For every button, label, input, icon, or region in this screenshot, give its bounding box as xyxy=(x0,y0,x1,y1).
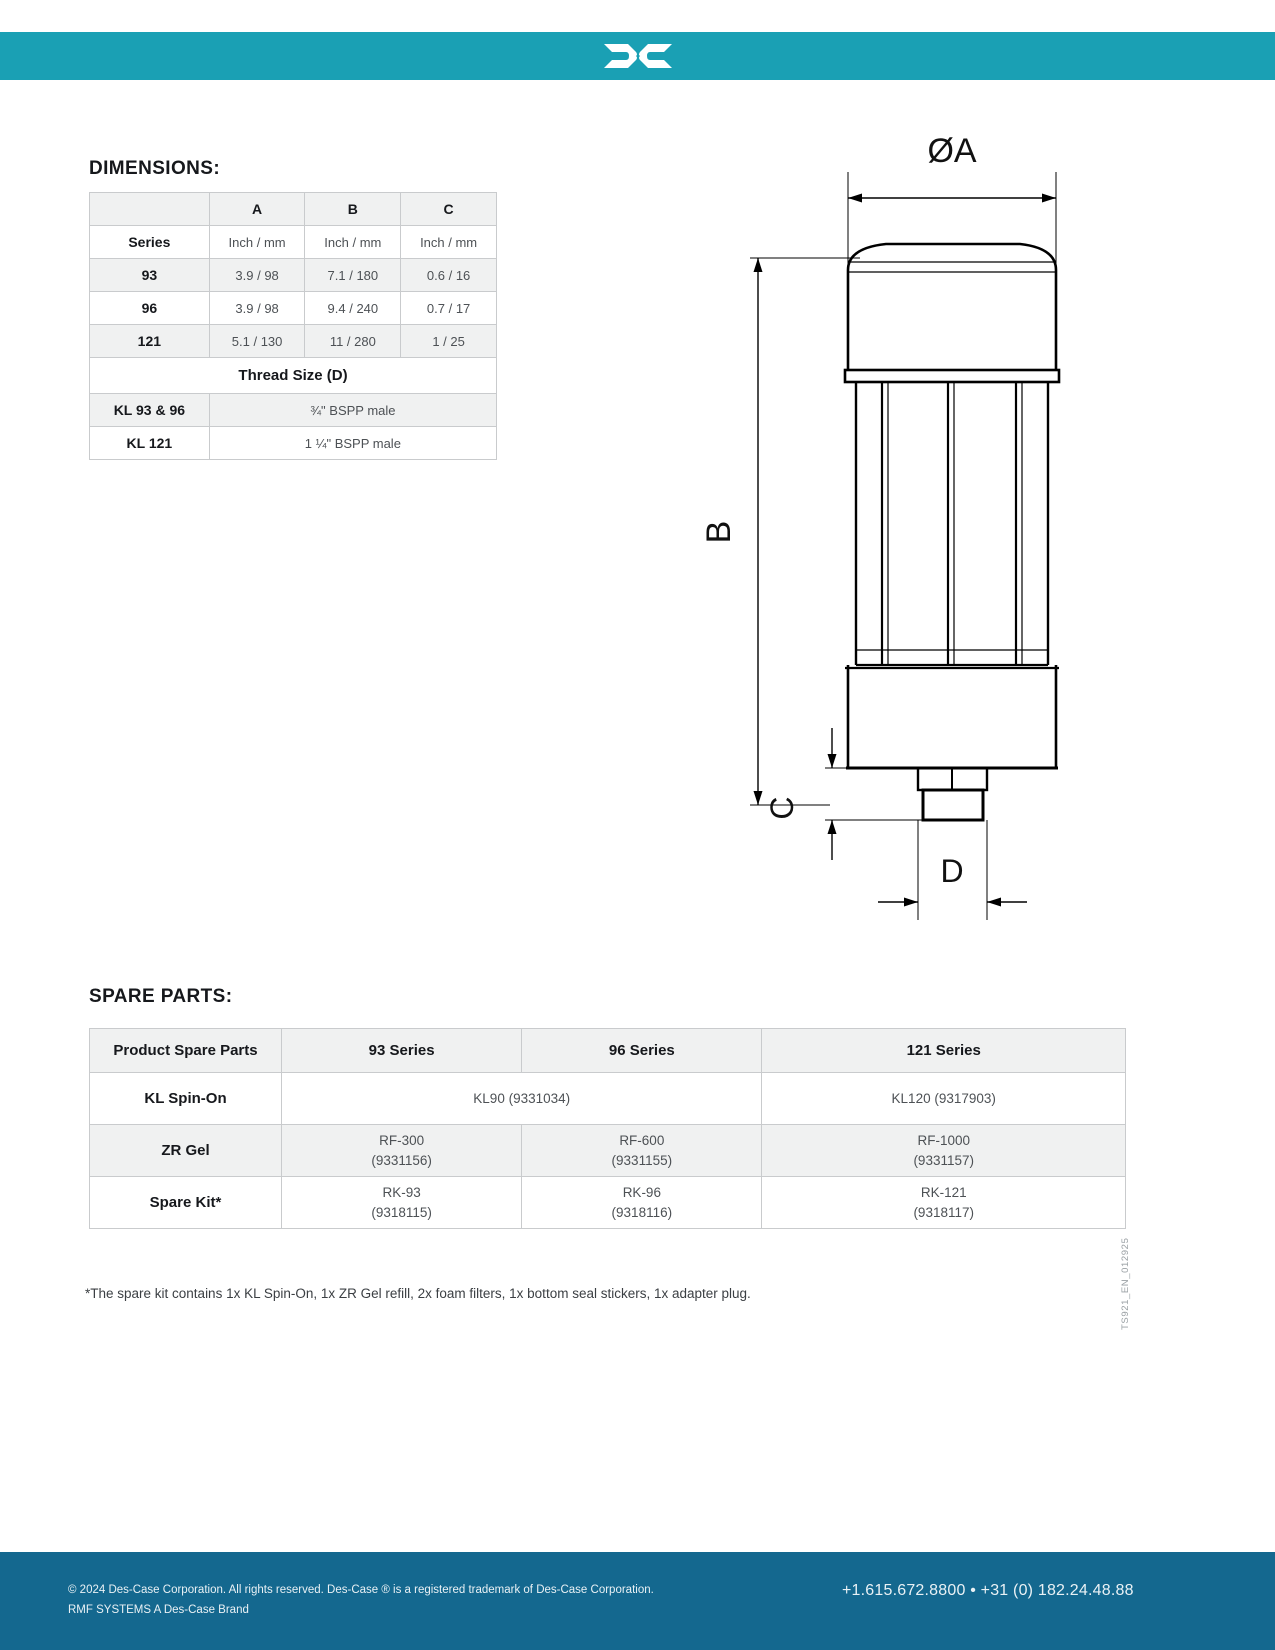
part-code: RK-121 xyxy=(920,1185,967,1201)
dim-unit-a: Inch / mm xyxy=(209,226,305,259)
part-code: RF-600 xyxy=(619,1133,665,1148)
thread-size-header: Thread Size (D) xyxy=(90,358,497,394)
des-case-dc-logo-icon xyxy=(602,41,674,71)
thread-label-kl121: KL 121 xyxy=(90,427,210,460)
table-row xyxy=(90,1177,1126,1229)
thread-value-kl121: 1 ¼" BSPP male xyxy=(209,427,496,460)
spare-kl-spin-on-93-96: KL90 (9331034) xyxy=(282,1073,762,1125)
spare-col-121: 121 Series xyxy=(762,1029,1126,1073)
table-row xyxy=(90,259,497,292)
dim-96-c: 0.7 / 17 xyxy=(401,292,497,325)
spare-col-96: 96 Series xyxy=(522,1029,762,1073)
drawing-label-c: C xyxy=(764,796,800,820)
dim-col-a: A xyxy=(209,193,305,226)
dim-col-blank xyxy=(90,193,210,226)
dimensions-section-title: DIMENSIONS: xyxy=(89,158,221,179)
spare-col-product: Product Spare Parts xyxy=(90,1029,282,1073)
thread-header-row xyxy=(90,358,497,394)
part-number: (9331157) xyxy=(913,1152,974,1168)
table-row xyxy=(90,1073,1126,1125)
part-number: (9331156) xyxy=(371,1152,432,1168)
spare-parts-table xyxy=(89,1028,1126,1229)
part-code: RK-96 xyxy=(622,1185,661,1201)
thread-label-kl93-96: KL 93 & 96 xyxy=(90,394,210,427)
part-number: (9318115) xyxy=(371,1204,432,1220)
table-header-row xyxy=(90,193,497,226)
spare-row-label-kl-spin-on: KL Spin-On xyxy=(90,1073,282,1125)
spare-parts-section-title: SPARE PARTS: xyxy=(89,986,233,1007)
spare-row-label-zr-gel: ZR Gel xyxy=(90,1125,282,1177)
dim-93-b: 7.1 / 180 xyxy=(305,259,401,292)
spare-kit-93 xyxy=(282,1177,522,1229)
spare-zr-gel-96 xyxy=(522,1125,762,1177)
dimensions-table xyxy=(89,192,497,460)
table-row xyxy=(90,394,497,427)
footer-copyright-line1: © 2024 Des-Case Corporation. All rights reserved. Des-Case ® is a registered trademark of Des-Case Corporation. xyxy=(68,1584,654,1596)
dim-121-c: 1 / 25 xyxy=(401,325,497,358)
dim-series-label: Series xyxy=(90,226,210,259)
dim-121-a: 5.1 / 130 xyxy=(209,325,305,358)
spare-zr-gel-121 xyxy=(762,1125,1126,1177)
part-number: (9318116) xyxy=(611,1204,673,1220)
dim-unit-c: Inch / mm xyxy=(401,226,497,259)
part-code: RF-300 xyxy=(379,1133,425,1148)
dim-96-a: 3.9 / 98 xyxy=(209,292,305,325)
part-code: RF-1000 xyxy=(917,1133,970,1148)
dim-series-121: 121 xyxy=(90,325,210,358)
dim-col-b: B xyxy=(305,193,401,226)
dim-96-b: 9.4 / 240 xyxy=(305,292,401,325)
footer-bar xyxy=(0,1552,1275,1650)
spare-kit-96 xyxy=(522,1177,762,1229)
spare-kl-spin-on-121: KL120 (9317903) xyxy=(762,1073,1126,1125)
dim-series-96: 96 xyxy=(90,292,210,325)
spare-row-label-spare-kit: Spare Kit* xyxy=(90,1177,282,1229)
drawing-label-d: D xyxy=(940,853,964,889)
drawing-label-b: B xyxy=(700,520,738,544)
dim-col-c: C xyxy=(401,193,497,226)
spare-parts-footnote: *The spare kit contains 1x KL Spin-On, 1x ZR Gel refill, 2x foam filters, 1x bottom seal stickers, 1x adapter plug. xyxy=(85,1286,751,1301)
footer-copyright xyxy=(68,1580,654,1620)
drawing-label-a: ØA xyxy=(927,132,977,170)
spare-zr-gel-93 xyxy=(282,1125,522,1177)
dim-series-93: 93 xyxy=(90,259,210,292)
spare-kit-121 xyxy=(762,1177,1126,1229)
document-code: TS921_EN_012925 xyxy=(1120,1237,1131,1330)
part-code: RK-93 xyxy=(382,1185,421,1201)
footer-phone-numbers: +1.615.672.8800 • +31 (0) 182.24.48.88 xyxy=(842,1582,1134,1599)
product-dimension-drawing xyxy=(690,120,1190,940)
header-bar xyxy=(0,32,1275,80)
table-row xyxy=(90,325,497,358)
thread-value-kl93-96: ¾" BSPP male xyxy=(209,394,496,427)
table-unit-row xyxy=(90,226,497,259)
table-row xyxy=(90,292,497,325)
dim-93-a: 3.9 / 98 xyxy=(209,259,305,292)
dim-93-c: 0.6 / 16 xyxy=(401,259,497,292)
dim-121-b: 11 / 280 xyxy=(305,325,401,358)
table-row xyxy=(90,1125,1126,1177)
dim-unit-b: Inch / mm xyxy=(305,226,401,259)
part-number: (9318117) xyxy=(913,1204,974,1220)
spare-col-93: 93 Series xyxy=(282,1029,522,1073)
footer-brand-line: RMF SYSTEMS A Des-Case Brand xyxy=(68,1604,249,1617)
table-row xyxy=(90,427,497,460)
part-number: (9331155) xyxy=(611,1152,673,1168)
table-header-row xyxy=(90,1029,1126,1073)
